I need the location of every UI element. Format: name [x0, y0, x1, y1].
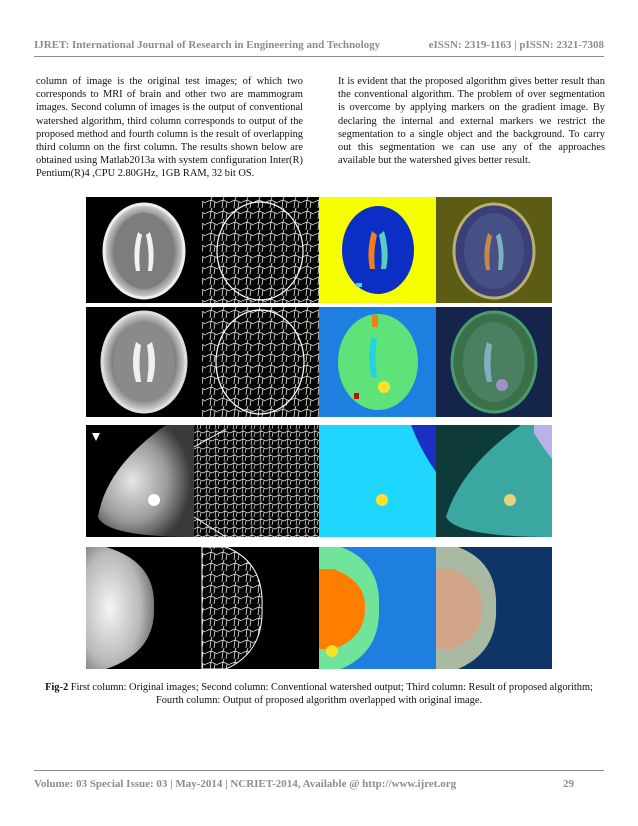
row2-conventional-watershed	[202, 307, 319, 417]
left-column	[36, 75, 303, 181]
row1-original-mri	[86, 197, 202, 303]
row3-original-mammogram	[86, 425, 196, 537]
row4-overlay	[436, 547, 552, 669]
issn-info: eISSN: 2319-1163 | pISSN: 2321-7308	[428, 39, 604, 51]
row4-original-mammogram	[86, 547, 202, 669]
footer-rule	[34, 770, 604, 771]
row1-conventional-watershed	[202, 197, 319, 303]
running-header	[34, 39, 604, 51]
row3-conventional-watershed	[194, 425, 319, 537]
figure-label: Fig-2	[45, 682, 69, 693]
figure-2-image-grid	[86, 197, 552, 669]
right-paragraph: It is evident that the proposed algorithm gives better result than the conventional algorithm. The problem of over segmentation is overcome by applying markers on the gradient image. By declaring the internal and external markers we restrict the segmentation to a single object and the background. To carry out this segmentation we can use any of the approaches available but the watershed gives better result.	[338, 76, 605, 167]
journal-name: IJRET: International Journal of Research in Engineering and Technology	[34, 39, 381, 51]
running-footer	[34, 778, 604, 790]
left-paragraph: column of image is the original test images; of which two corresponds to MRI of brain and other two are mammogram images. Second column of images is the output of conventional watershed algorithm, third column corresponds to output of the proposed method and fourth column is the result of overlapping third column on the first column. The results shown below are obtained using Matlab2013a with system configuration Inter(R) Pentium(R)4 ,CPU 2.80GHz, 1GB RAM, 32 bit OS.	[36, 76, 303, 180]
row4-conventional-watershed	[202, 547, 319, 669]
volume-info: Volume: 03 Special Issue: 03 | May-2014 | NCRIET-2014, Available @ http://www.ijret.org	[34, 778, 457, 790]
page-number: 29	[563, 778, 574, 790]
figure-caption	[34, 681, 604, 707]
row2-proposed-result	[319, 307, 436, 417]
row1-overlay	[436, 197, 552, 303]
row3-proposed-result	[319, 425, 436, 537]
row1-proposed-result	[319, 197, 436, 303]
row2-original-mri	[86, 307, 202, 417]
row4-proposed-result	[319, 547, 436, 669]
figure-caption-text: First column: Original images; Second column: Conventional watershed output; Third column: Result of proposed algorithm; Fourth column: Output of proposed algorithm overlapped with original image.	[68, 682, 593, 706]
right-column	[338, 75, 605, 167]
header-rule	[34, 56, 604, 57]
row2-overlay	[436, 307, 552, 417]
row3-overlay	[436, 425, 552, 537]
